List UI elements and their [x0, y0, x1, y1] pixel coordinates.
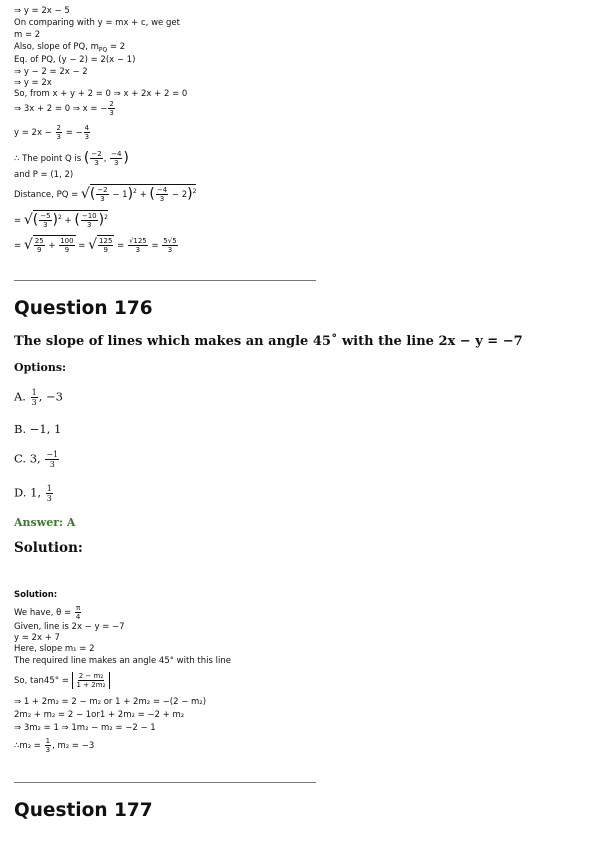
solution-line: ∴m₂ = $\frac{1}{3}$ , m₂ = −3	[14, 737, 95, 754]
question-title: Question 176	[14, 298, 153, 319]
section-divider	[14, 782, 316, 783]
solution-line: On comparing with y = mx + c, we get	[14, 18, 180, 28]
solution-line: ⇒ y − 2 = 2x − 2	[14, 67, 88, 77]
solution-line: y = 2x − $\frac{2}{3}$ = − $\frac{4}{3}$	[14, 124, 90, 141]
solution-line: Also, slope of PQ, $m_{PQ} = 2$	[14, 42, 126, 54]
question-text: The slope of lines which makes an angle 45˚ with the line 2x − y = −7	[14, 334, 523, 349]
solution-line: y = 2x + 7	[14, 633, 60, 643]
solution-line: m = 2	[14, 30, 41, 40]
solution-line: ⇒ 1 + 2m₂ = 2 − m₂ or 1 + 2m₂ = −(2 − m₂)	[14, 697, 207, 707]
solution-line: ∴ The point Q is ( $\frac{-2}{3}$ , $\frac{-4}{3}$ )	[14, 150, 129, 167]
solution-line: and P = (1, 2)	[14, 170, 74, 180]
solution-line: ⇒ 3x + 2 = 0 ⇒ x = − $\frac{2}{3}$	[14, 100, 114, 117]
option-a[interactable]: A. $\frac{1}{3}$ , −3	[14, 388, 63, 407]
section-divider	[14, 280, 316, 281]
solution-subheading: Solution:	[14, 590, 58, 600]
solution-line: The required line makes an angle 45° with this line	[14, 656, 231, 666]
solution-line: Distance, PQ = √( $\frac{-2}{3}$ − 1)$^2$ + ( $\frac{-4}{3}$ − 2)$^2$	[14, 186, 197, 203]
solution-line: Given, line is 2x − y = −7	[14, 622, 125, 632]
solution-line: ⇒ y = 2x − 5	[14, 6, 70, 16]
solution-line: ⇒ 3m₂ = 1 ⇒ 1m₂ − m₂ = −2 − 1	[14, 723, 156, 733]
solution-line: So, from x + y + 2 = 0 ⇒ x + 2x + 2 = 0	[14, 89, 188, 99]
solution-line: 2m₂ + m₂ = 2 − 1or1 + 2m₂ = −2 + m₂	[14, 710, 185, 720]
solution-heading: Solution:	[14, 540, 83, 556]
solution-line: = √ $\frac{25}{9}$ + $\frac{100}{9}$ = √ $\frac{125}{9}$ = $\frac{√125}{3}$ = $\frac{5√5}{3}$	[14, 237, 177, 254]
solution-line: Here, slope m₁ = 2	[14, 644, 95, 654]
option-d[interactable]: D. 1, $\frac{1}{3}$	[14, 484, 52, 503]
solution-line: = √( $\frac{-5}{3}$ )$^2$ + ( $\frac{-10}{3}$ )$^2$	[14, 212, 108, 229]
solution-line: Eq. of PQ, (y − 2) = 2(x − 1)	[14, 55, 136, 65]
solution-line: So, tan45° = $\frac{\text{2 − m₂}}{\text{1 + 2m₂}}$	[14, 672, 110, 689]
question-title: Question 177	[14, 800, 153, 821]
option-b[interactable]: B. −1, 1	[14, 422, 62, 436]
answer-label: Answer: A	[14, 516, 76, 529]
solution-line: We have, θ = $\frac{\pi}{4}$	[14, 604, 81, 621]
solution-line: ⇒ y = 2x	[14, 78, 52, 88]
option-c[interactable]: C. 3, $\frac{-1}{3}$	[14, 450, 59, 469]
options-label: Options:	[14, 361, 67, 374]
